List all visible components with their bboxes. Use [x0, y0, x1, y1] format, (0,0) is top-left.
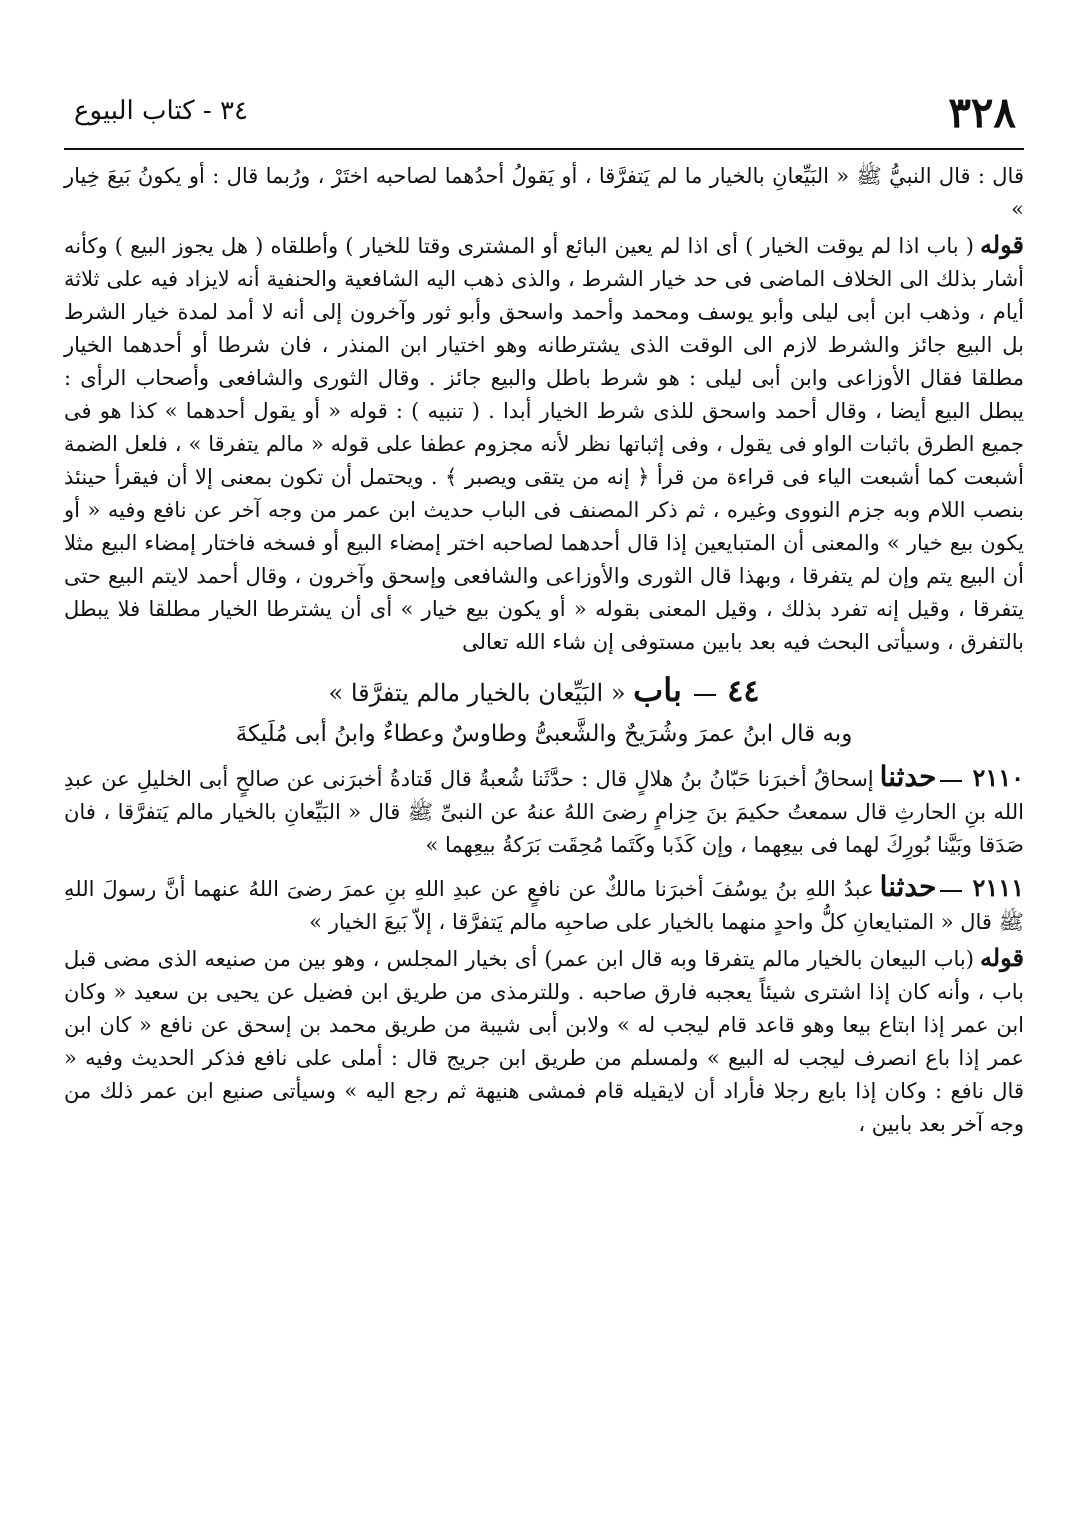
chapter-subtitle: وبه قال ابنُ عمرَ وشُرَيحٌ والشَّعبىُّ وطاوسٌ وعطاءٌ وابنُ أبى مُلَيكةَ	[235, 721, 853, 747]
commentary-text: ( باب اذا لم يوقت الخيار ) أى اذا لم يعين البائع أو المشترى وقتا للخيار ) وأطلقاه ( هل يجوز البيع ) وكأنه أشار بذلك الى الخلاف الماضى فى حد خيار الشرط ، والذى ذهب اليه الشافعية والحنفية أنه لايزاد فيه على ثلاثة أيام ، وذهب ابن أبى ليلى وأبو يوسف ومحمد وأحمد واسحق وأبو ثور وآخرون إلى أنه لا أمد لمدة خيار الشرط بل البيع جائز والشرط لازم الى الوقت الذى يشترطانه وهو اختيار ابن المنذر ، فان شرطا أو أحدهما الخيار مطلقا فقال الأوزاعى وابن أبى ليلى : هو شرط باطل والبيع جائز . وقال الثورى والشافعى وأصحاب الرأى : يبطل البيع أيضا ، وقال أحمد واسحق للذى شرط الخيار أبدا . ( تنبيه ) : قوله « أو يقول أحدهما » كذا هو فى جميع الطرق باثبات الواو فى يقول ، وفى إثباتها نظر لأنه مجزوم عطفا على قوله « مالم يتفرقا » ، فلعل الضمة أشبعت كما أشبعت الياء فى قراءة من قرأ ﴿ إنه من يتقى ويصبر ﴾ . ويحتمل أن تكون بمعنى إلا أن فيقرأ حينئذ بنصب اللام وبه جزم النووى وغيره ، ثم ذكر المصنف فى الباب حديث ابن عمر من وجه آخر عن نافع وفيه « أو يكون بيع خيار » والمعنى أن المتبايعين إذا قال أحدهما لصاحبه اختر إمضاء البيع أو فسخه فاختار إمضاء البيع مثلا أن البيع يتم وإن لم يتفرقا ، وبهذا قال الثورى والأوزاعى والشافعى وإسحق وآخرون ، وقال أحمد لايتم البيع حتى يتفرقا ، وقيل إنه تفرد بذلك ، وقيل المعنى بقوله « أو يكون بيع خيار » أى أن يشترطا الخيار مطلقا فلا يبطل بالتفرق ، وسيأتى البحث فيه بعد بابين مستوفى إن شاء الله تعالى	[64, 234, 1024, 654]
hadith-text: إسحاقُ أخبرَنا حَبّانُ بنُ هلالٍ قال : حدَّثَنا شُعبةُ قال قَتادةُ أخبرَنى عن صالحٍ أبى الخليلِ عن عبدِ الله بنِ الحارثِ قال سمعتُ حكيمَ بنَ حِزامٍ رضىَ اللهُ عنهُ عن النبىِّ ﷺ قال « البَيِّعانِ بالخيار مالم يَتفرَّقا ، فان صَدَقا وبَيَّنا بُورِكَ لهما فى بيعِهما ، وإن كَذَبا وكَتَما مُحِقَت بَرَكةُ بيعِهما »	[64, 767, 1024, 857]
hadith-text: عبدُ اللهِ بنُ يوسُفَ أخبرَنا مالكٌ عن نافعٍ عن عبدِ اللهِ بنِ عمرَ رضىَ اللهُ عنهما أنَّ رسولَ اللهِ ﷺ قال « المتبايعانِ كلُّ واحدٍ منهما بالخيار على صاحبِه مالم يَتفرَّقا ، إلاّ بَيعَ الخيار »	[64, 877, 1024, 934]
chapter-heading	[64, 671, 1024, 712]
commentary-paragraph-1	[64, 228, 1024, 659]
commentary-lead: قوله	[979, 230, 1024, 259]
page-number: ٣٢٨	[948, 88, 1016, 137]
haddathana-word: حدثنا	[879, 760, 937, 793]
dash-separator	[940, 780, 962, 782]
haddathana-word: حدثنا	[879, 870, 937, 903]
commentary-paragraph-2	[64, 941, 1024, 1141]
hadith-2110	[64, 760, 1024, 862]
chapter-word: باب	[633, 671, 682, 709]
top-quote: قال : قال النبيُّ ﷺ « البَيِّعانِ بالخيار ما لم يَتفرَّقا ، أو يَقولُ أحدُهما لصاحبه اختَرْ ، ورُبما قال : أو يكونُ بَيعَ خِيار »	[64, 164, 1024, 221]
running-title: ٣٤ - كتاب البيوع	[74, 96, 248, 126]
commentary-text: (باب البيعان بالخيار مالم يتفرقا وبه قال ابن عمر) أى بخيار المجلس ، وهو بين من صنيعه الذى مضى قبل باب ، وأنه كان إذا اشترى شيئاً يعجبه فارق صاحبه . وللترمذى من طريق ابن فضيل عن يحيى بن سعيد « وكان ابن عمر إذا ابتاع بيعا وهو قاعد قام ليجب له » ولابن أبى شيبة من طريق محمد بن إسحق عن نافع « كان ابن عمر إذا باع انصرف ليجب له البيع » ولمسلم من طريق ابن جريج قال : أملى على نافع فذكر الحديث وفيه « قال نافع : وكان إذا بايع رجلا فأراد أن لايقيله قام فمشى هنيهة ثم رجع اليه » وسيأتى صنيع ابن عمر ذلك من وجه آخر بعد بابين ،	[64, 947, 1024, 1136]
dash-separator	[694, 694, 716, 696]
hadith-number: ٢١١٠	[972, 763, 1024, 792]
commentary-lead: قوله	[979, 943, 1024, 972]
book-page	[64, 84, 1024, 1141]
hadith-2111	[64, 870, 1024, 939]
page-body	[64, 150, 1024, 1141]
chapter-title: « البَيِّعان بالخيار مالم يتفرَّقا »	[328, 679, 626, 707]
dash-separator	[940, 890, 962, 892]
page-header	[64, 84, 1024, 150]
chapter-number: ٤٤	[727, 674, 760, 709]
hadith-number: ٢١١١	[972, 873, 1024, 902]
